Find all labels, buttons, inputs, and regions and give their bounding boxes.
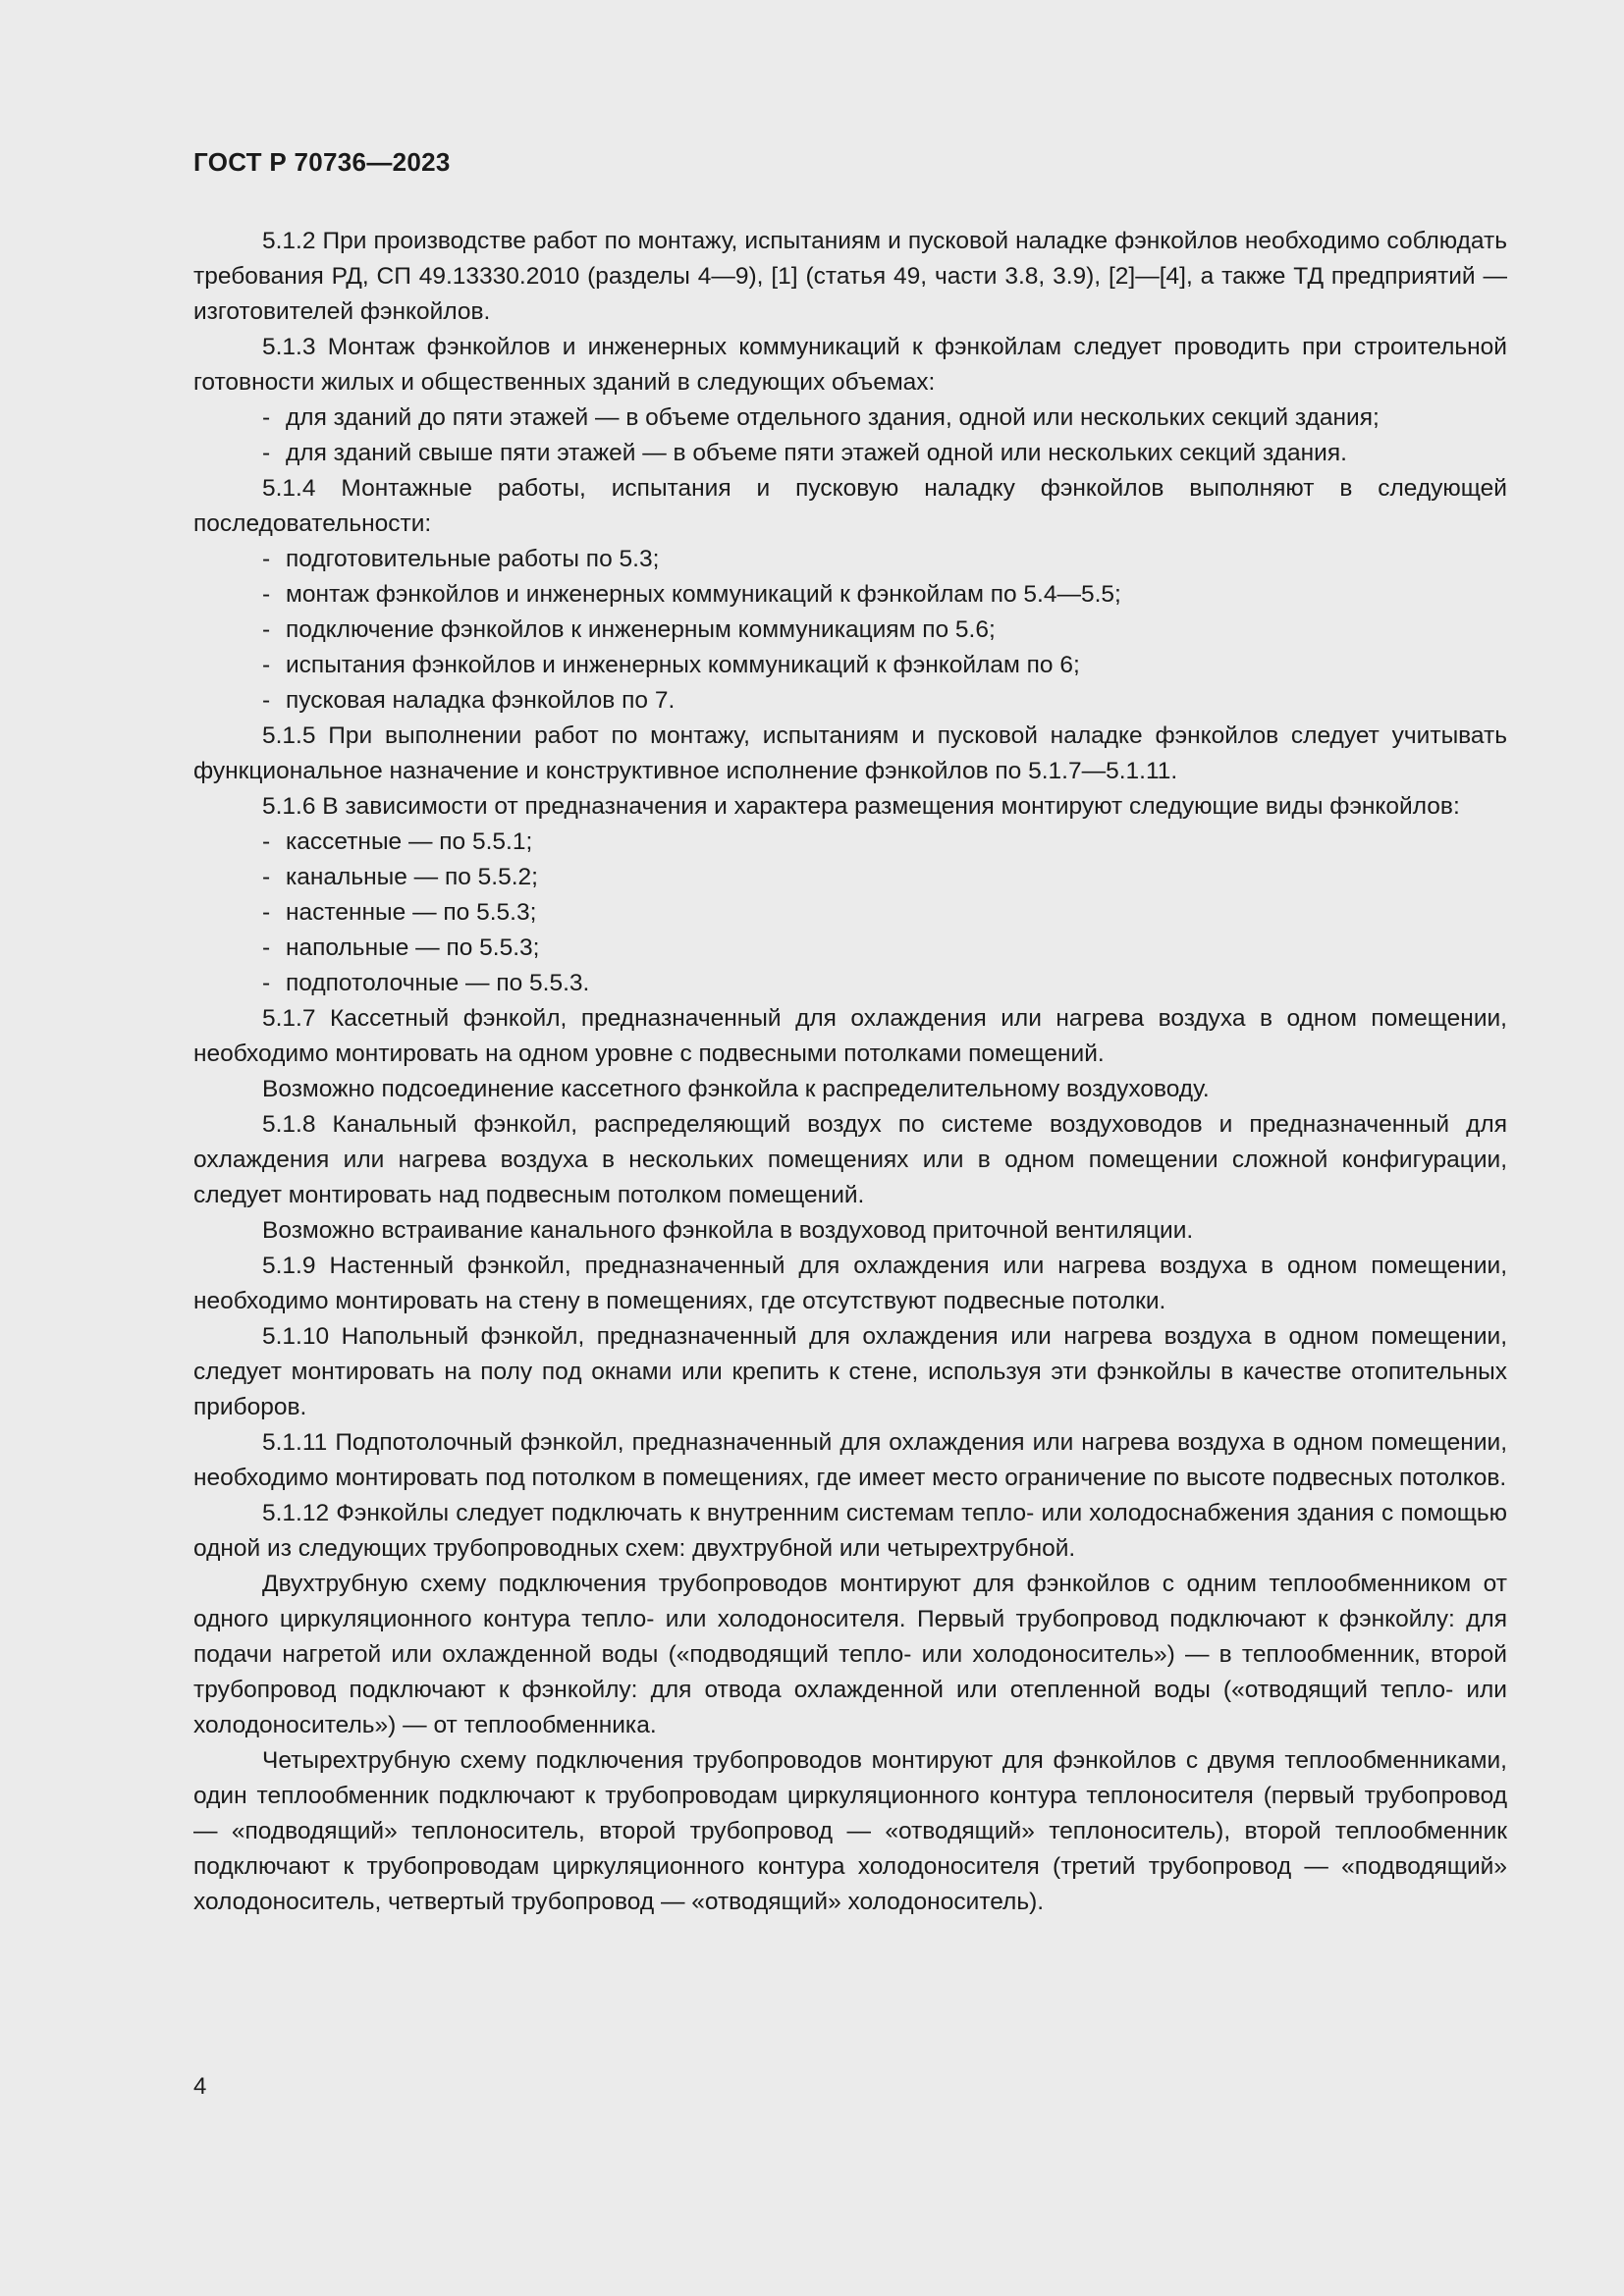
paragraph-5-1-3: 5.1.3 Монтаж фэнкойлов и инженерных коммуникаций к фэнкойлам следует проводить при строительной готовности жилых и общественных зданий в следующих объемах:: [193, 334, 1507, 396]
list-item-text: напольные — по 5.5.3;: [286, 934, 540, 961]
list-item: - подпотолочные — по 5.5.3.: [262, 970, 590, 996]
paragraph-5-1-8: 5.1.8 Канальный фэнкойл, распределяющий воздух по системе воздуховодов и предназначенный для охлаждения или нагрева воздуха в нескольких помещениях или в одном помещении сложной конфигурации, следует монтировать над подвесным потолком помещений.: [193, 1111, 1507, 1208]
paragraph-5-1-7-note: Возможно подсоединение кассетного фэнкойла к распределительному воздуховоду.: [262, 1076, 1210, 1102]
page-number: 4: [193, 2073, 207, 2100]
list-item: - монтаж фэнкойлов и инженерных коммуникаций к фэнкойлам по 5.4—5.5;: [262, 581, 1121, 608]
paragraph-5-1-7: 5.1.7 Кассетный фэнкойл, предназначенный для охлаждения или нагрева воздуха в одном помещении, необходимо монтировать на одном уровне с подвесными потолками помещений.: [193, 1005, 1507, 1067]
paragraph-5-1-6: 5.1.6 В зависимости от предназначения и характера размещения монтируют следующие виды фэнкойлов:: [262, 793, 1460, 820]
list-item: - кассетные — по 5.5.1;: [262, 828, 533, 855]
list-item: - пусковая наладка фэнкойлов по 7.: [262, 687, 676, 714]
paragraph-5-1-10: 5.1.10 Напольный фэнкойл, предназначенный для охлаждения или нагрева воздуха в одном помещении, следует монтировать на полу под окнами или крепить к стене, используя эти фэнкойлы в качестве отопительных приборов.: [193, 1323, 1507, 1420]
paragraph-5-1-2: 5.1.2 При производстве работ по монтажу, испытаниям и пусковой наладке фэнкойлов необходимо соблюдать требования РД, СП 49.13330.2010 (разделы 4—9), [1] (статья 49, части 3.8, 3.9), [2]—[4], а также ТД предприятий — изготовителей фэнкойлов.: [193, 228, 1507, 325]
list-item: - для зданий до пяти этажей — в объеме отдельного здания, одной или нескольких секций здания;: [262, 404, 1380, 431]
list-item-text: кассетные — по 5.5.1;: [286, 828, 533, 855]
list-item: - испытания фэнкойлов и инженерных коммуникаций к фэнкойлам по 6;: [262, 652, 1080, 678]
list-item: - для зданий свыше пяти этажей — в объеме пяти этажей одной или нескольких секций здания.: [262, 440, 1347, 466]
list-item: - напольные — по 5.5.3;: [262, 934, 540, 961]
list-item-text: монтаж фэнкойлов и инженерных коммуникаций к фэнкойлам по 5.4—5.5;: [286, 581, 1121, 608]
paragraph-four-pipe-scheme: Четырехтрубную схему подключения трубопроводов монтируют для фэнкойлов с двумя теплообменниками, один теплообменник подключают к трубопроводам циркуляционного контура теплоносителя (первый трубопровод — «подводящий» теплоноситель, второй трубопровод — «отводящий» теплоноситель), второй теплообменник подключают к трубопроводам циркуляционного контура холодоносителя (третий трубопровод — «подводящий» холодоноситель, четвертый трубопровод — «отводящий» холодоноситель).: [193, 1747, 1507, 1915]
paragraph-two-pipe-scheme: Двухтрубную схему подключения трубопроводов монтируют для фэнкойлов с одним теплообменником от одного циркуляционного контура тепло- или холодоносителя. Первый трубопровод подключают к фэнкойлу: для подачи нагретой или охлажденной воды («подводящий тепло- или холодоноситель») — в теплообменник, второй трубопровод подключают к фэнкойлу: для отвода охлажденной или отепленной воды («отводящий тепло- или холодоноситель») — от теплообменника.: [193, 1571, 1507, 1738]
list-item-text: пусковая наладка фэнкойлов по 7.: [286, 687, 676, 714]
list-item-text: настенные — по 5.5.3;: [286, 899, 537, 926]
document-header: ГОСТ Р 70736—2023: [193, 147, 451, 177]
list-item: - настенные — по 5.5.3;: [262, 899, 537, 926]
paragraph-5-1-4: 5.1.4 Монтажные работы, испытания и пусковую наладку фэнкойлов выполняют в следующей последовательности:: [193, 475, 1507, 537]
list-item-text: подготовительные работы по 5.3;: [286, 546, 660, 572]
list-item: - подключение фэнкойлов к инженерным коммуникациям по 5.6;: [262, 616, 996, 643]
paragraph-5-1-9: 5.1.9 Настенный фэнкойл, предназначенный для охлаждения или нагрева воздуха в одном помещении, необходимо монтировать на стену в помещениях, где отсутствуют подвесные потолки.: [193, 1253, 1507, 1314]
list-item-text: для зданий свыше пяти этажей — в объеме пяти этажей одной или нескольких секций здания.: [286, 440, 1347, 466]
list-item-text: испытания фэнкойлов и инженерных коммуникаций к фэнкойлам по 6;: [286, 652, 1080, 678]
paragraph-5-1-8-note: Возможно встраивание канального фэнкойла в воздуховод приточной вентиляции.: [262, 1217, 1194, 1244]
paragraph-5-1-12: 5.1.12 Фэнкойлы следует подключать к внутренним системам тепло- или холодоснабжения здания с помощью одной из следующих трубопроводных схем: двухтрубной или четырехтрубной.: [193, 1500, 1507, 1562]
paragraph-5-1-5: 5.1.5 При выполнении работ по монтажу, испытаниям и пусковой наладке фэнкойлов следует учитывать функциональное назначение и конструктивное исполнение фэнкойлов по 5.1.7—5.1.11.: [193, 722, 1507, 784]
document-body: [193, 224, 1507, 1920]
paragraph-5-1-11: 5.1.11 Подпотолочный фэнкойл, предназначенный для охлаждения или нагрева воздуха в одном помещении, необходимо монтировать под потолком в помещениях, где имеет место ограничение по высоте подвесных потолков.: [193, 1429, 1507, 1491]
list-item: - канальные — по 5.5.2;: [262, 864, 538, 890]
list-item-text: канальные — по 5.5.2;: [286, 864, 538, 890]
list-item-text: для зданий до пяти этажей — в объеме отдельного здания, одной или нескольких секций здания;: [286, 404, 1380, 431]
list-item-text: подпотолочные — по 5.5.3.: [286, 970, 590, 996]
list-item: - подготовительные работы по 5.3;: [262, 546, 660, 572]
list-item-text: подключение фэнкойлов к инженерным коммуникациям по 5.6;: [286, 616, 996, 643]
